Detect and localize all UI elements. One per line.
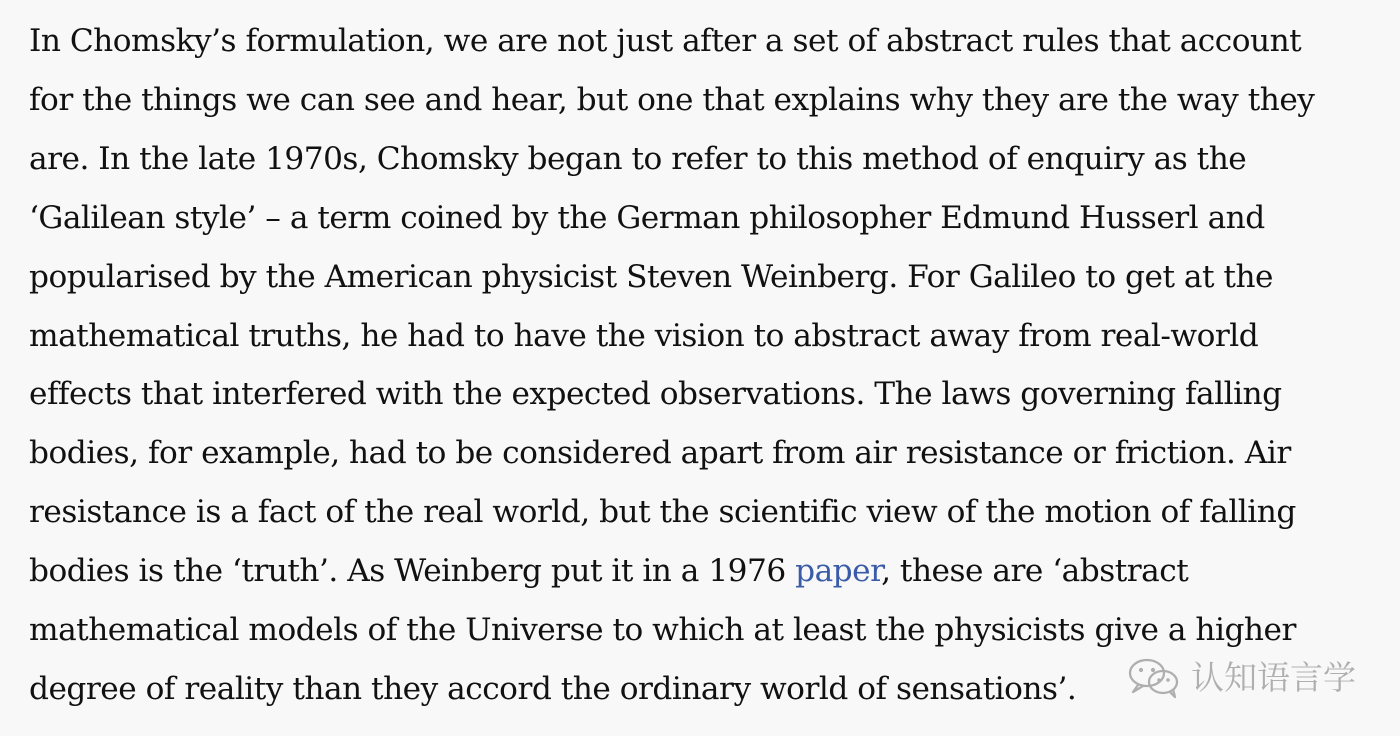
paragraph-line-9: resistance is a fact of the real world, but the scientific view of the motion of falling	[29, 494, 1296, 531]
paragraph-line-5: popularised by the American physicist Steven Weinberg. For Galileo to get at the	[29, 258, 1274, 295]
watermark-text: 认知语言学	[1191, 657, 1356, 697]
paragraph-line-2: for the things we can see and hear, but one that explains why they are the way they	[29, 81, 1315, 118]
paragraph-line-12: degree of reality than they accord the ordinary world of sensations’.	[29, 670, 1077, 707]
paragraph-line-10-after-link: , these are ‘abstract	[881, 553, 1189, 590]
paragraph-line-10	[29, 542, 1374, 601]
wechat-watermark	[1125, 655, 1356, 699]
paragraph-line-10-before-link: bodies is the ‘truth’. As Weinberg put it in a 1976	[29, 553, 796, 590]
paragraph-line-3: are. In the late 1970s, Chomsky began to refer to this method of enquiry as the	[29, 140, 1247, 177]
paragraph-line-4: ‘Galilean style’ – a term coined by the German philosopher Edmund Husserl and	[29, 199, 1265, 236]
paragraph-line-1: In Chomsky’s formulation, we are not just after a set of abstract rules that account	[29, 23, 1302, 59]
paper-link[interactable]: paper	[795, 553, 882, 590]
paragraph-line-6: mathematical truths, he had to have the vision to abstract away from real-world	[29, 317, 1259, 354]
paragraph-line-11: mathematical models of the Universe to which at least the physicists give a higher	[29, 612, 1296, 649]
paragraph-line-7: effects that interfered with the expected observations. The laws governing falling	[29, 376, 1282, 413]
wechat-icon	[1125, 655, 1183, 699]
paragraph-line-8: bodies, for example, had to be considered apart from air resistance or friction. Air	[29, 435, 1291, 472]
article-paragraph	[29, 12, 1374, 719]
